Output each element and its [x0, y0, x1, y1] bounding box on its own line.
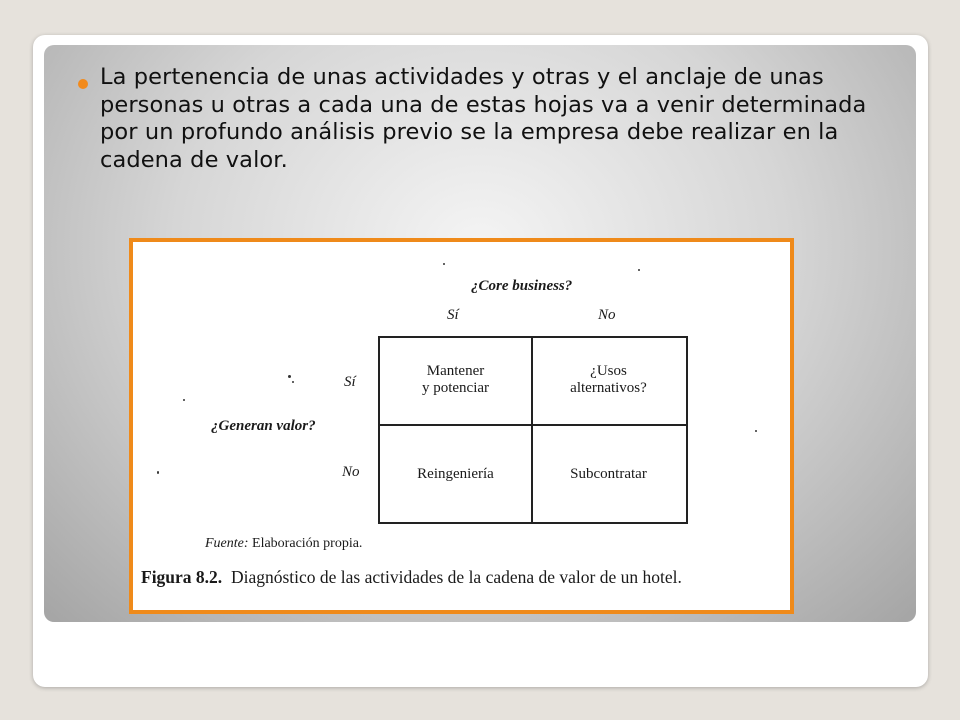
decision-matrix [378, 336, 688, 524]
figure-image [129, 238, 794, 614]
row-yes-label: Sí [344, 374, 356, 390]
cell-alternative-uses-line1: ¿Usos [590, 363, 627, 379]
matrix-divider-horizontal [380, 424, 686, 426]
scan-speck [157, 471, 159, 474]
generate-value-question: ¿Generan valor? [211, 418, 316, 434]
scan-speck [292, 381, 294, 383]
cell-maintain-line2: y potenciar [421, 380, 490, 396]
core-business-question: ¿Core business? [471, 278, 573, 294]
cell-maintain [380, 363, 531, 397]
caption-label: Figura 8.2. [141, 567, 223, 587]
scan-speck [638, 269, 640, 271]
figure-source [205, 536, 362, 552]
figure-caption [141, 567, 682, 588]
matrix-figure [133, 242, 790, 610]
cell-maintain-line1: Mantener [426, 363, 485, 379]
caption-text: Diagnóstico de las actividades de la cadena de valor de un hotel. [230, 567, 682, 587]
source-label: Fuente: [205, 536, 249, 551]
cell-reengineering: Reingeniería [417, 466, 494, 482]
cell-alternative-uses [533, 363, 684, 397]
scan-speck [183, 399, 185, 401]
scan-speck [443, 263, 445, 265]
bullet-text: La pertenencia de unas actividades y otras y el anclaje de unas personas u otras a cada una de estas hojas va a venir determinada por un profundo análisis previo se la empresa debe realizar en la cadena de valor. [100, 64, 867, 173]
source-text: Elaboración propia. [248, 536, 363, 551]
cell-alternative-uses-line2: alternativos? [570, 380, 647, 396]
bullet-dot-icon [78, 79, 88, 89]
row-no-label: No [342, 464, 360, 480]
column-yes-label: Sí [447, 307, 459, 323]
scan-speck [288, 375, 291, 378]
column-no-label: No [598, 307, 616, 323]
cell-outsource: Subcontratar [570, 466, 647, 482]
scan-speck [755, 430, 757, 432]
